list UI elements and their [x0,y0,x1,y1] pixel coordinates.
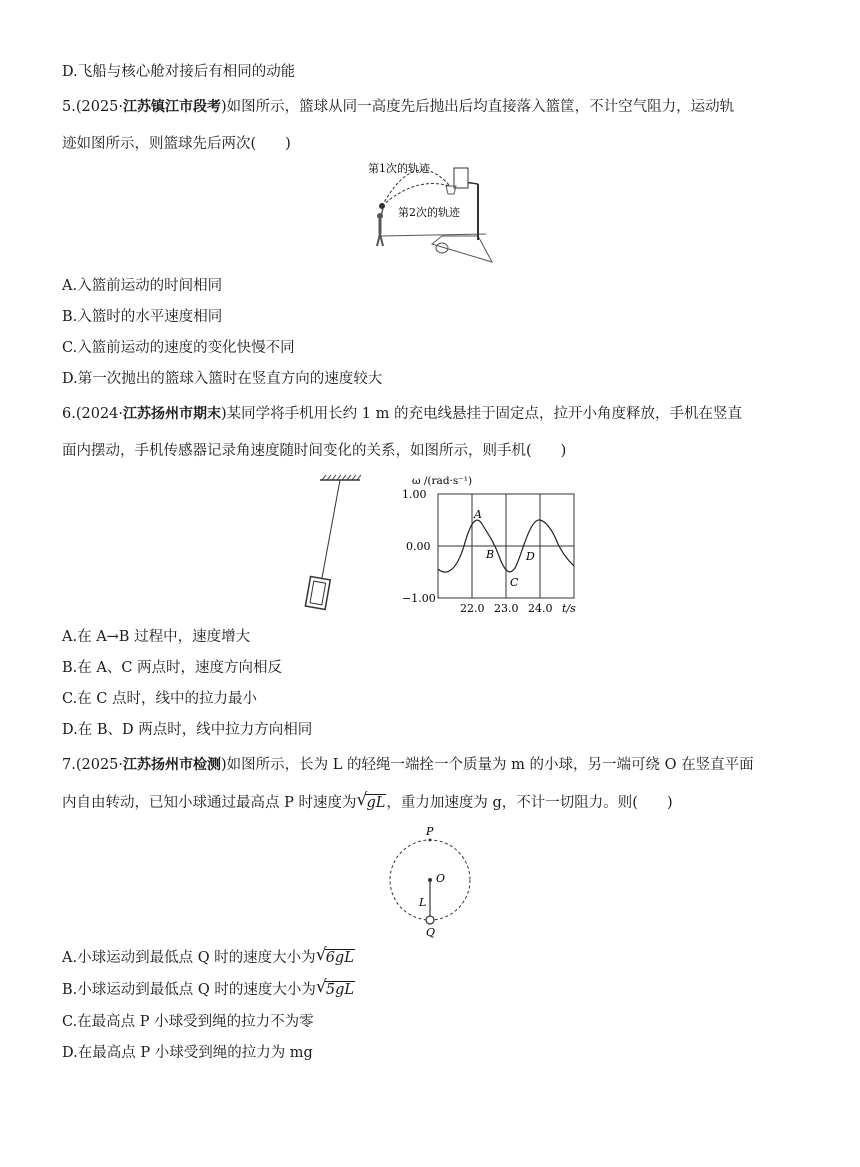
sqrt-gl-body: gL [366,795,386,811]
sqrt-5gl: √ 5gL [315,977,355,998]
q7-stem-line2 [62,790,673,813]
trajectory-1 [382,170,450,206]
point-a: A [474,508,482,521]
xtick-22: 22.0 [460,602,485,615]
circular-motion-figure [380,822,480,938]
q6-option-c: C.在 C 点时，线中的拉力最小 [62,691,257,707]
q6-option-d: D.在 B、D 两点时，线中拉力方向相同 [62,722,313,738]
label-l: L [419,896,427,909]
label-q: Q [426,926,436,938]
q6-source: 江苏扬州市期末 [123,406,222,422]
q5-option-d: D.第一次抛出的篮球入篮时在竖直方向的速度较大 [62,371,383,387]
label-first-trajectory: 第1次的轨迹 [368,162,430,175]
q7-source: 江苏扬州市检测 [123,757,222,773]
basketball [379,203,385,209]
q5-source: 江苏镇江市段考 [123,99,222,115]
xtick-23: 23.0 [494,602,519,615]
ball-q [426,916,434,924]
q5-stem-text1: )如图所示，篮球从同一高度先后抛出后均直接落入篮筐，不计空气阻力，运动轨 [221,99,735,115]
charging-cable [322,480,340,578]
sqrt-6gl: √ 6gL [315,945,354,966]
q7-option-d: D.在最高点 P 小球受到绳的拉力为 mg [62,1045,313,1061]
q7-stem-text2a: 内自由转动，已知小球通过最高点 P 时速度为 [62,795,357,811]
ytick-0: 0.00 [406,540,431,553]
q7-option-b-text: B.小球运动到最低点 Q 时的速度大小为 [62,982,316,998]
court-lane [432,236,492,262]
trajectory-2 [382,184,450,207]
sqrt-6gl-body: 6gL [325,950,354,966]
q5-option-a: A.入篮前运动的时间相同 [62,278,223,294]
q5-number: 5.(2025· [62,99,124,115]
omega-time-graph [398,474,588,616]
q7-stem-line1 [62,755,754,775]
label-p: P [426,825,434,838]
sqrt-5gl-body: 5gL [325,982,355,998]
xtick-24: 24.0 [528,602,553,615]
ytick-1: 1.00 [402,488,427,501]
backboard [454,168,468,188]
q5-stem-line2: 迹如图所示，则篮球先后两次( ) [62,136,291,152]
q7-option-c: C.在最高点 P 小球受到绳的拉力不为零 [62,1014,314,1030]
point-d: D [526,550,535,563]
sqrt-gl: √ gL [356,790,386,811]
label-second-trajectory: 第2次的轨迹 [398,206,460,219]
q7-option-b [62,977,355,1000]
label-o: O [436,872,446,885]
graph-ylabel: ω /(rad·s⁻¹) [412,475,473,487]
q6-stem-text1: )某同学将手机用长约 1 m 的充电线悬挂于固定点，拉开小角度释放，手机在竖直 [221,406,742,422]
q6-option-b: B.在 A、C 两点时，速度方向相反 [62,660,283,676]
point-b: B [486,548,495,561]
phone [305,576,330,609]
q5-option-b: B.入篮时的水平速度相同 [62,309,223,325]
q7-number: 7.(2025· [62,757,124,773]
top-point-p [429,839,432,842]
q4-option-d: D.飞船与核心舱对接后有相同的动能 [62,64,296,80]
q6-stem-line1 [62,404,742,424]
graph-xlabel: t/s [562,602,576,615]
q5-option-c: C.入篮前运动的速度的变化快慢不同 [62,340,295,356]
ytick-minus1: −1.00 [402,592,436,605]
point-c: C [510,576,519,589]
q7-stem-text1: )如图所示，长为 L 的轻绳一端拴一个质量为 m 的小球，另一端可绕 O 在竖直平面 [221,757,754,773]
pivot-o [428,878,432,882]
q6-stem-line2: 面内摆动，手机传感器记录角速度随时间变化的关系，如图所示，则手机( ) [62,443,567,459]
q7-option-a-text: A.小球运动到最低点 Q 时的速度大小为 [62,950,316,966]
basketball-figure [360,158,500,268]
q5-stem-line1 [62,97,734,117]
pendulum-phone-figure [300,474,380,614]
q7-option-a [62,945,355,968]
q6-option-a: A.在 A→B 过程中，速度增大 [62,629,251,645]
q7-stem-text2b: ，重力加速度为 g，不计一切阻力。则( ) [386,795,673,811]
q6-number: 6.(2024· [62,406,124,422]
